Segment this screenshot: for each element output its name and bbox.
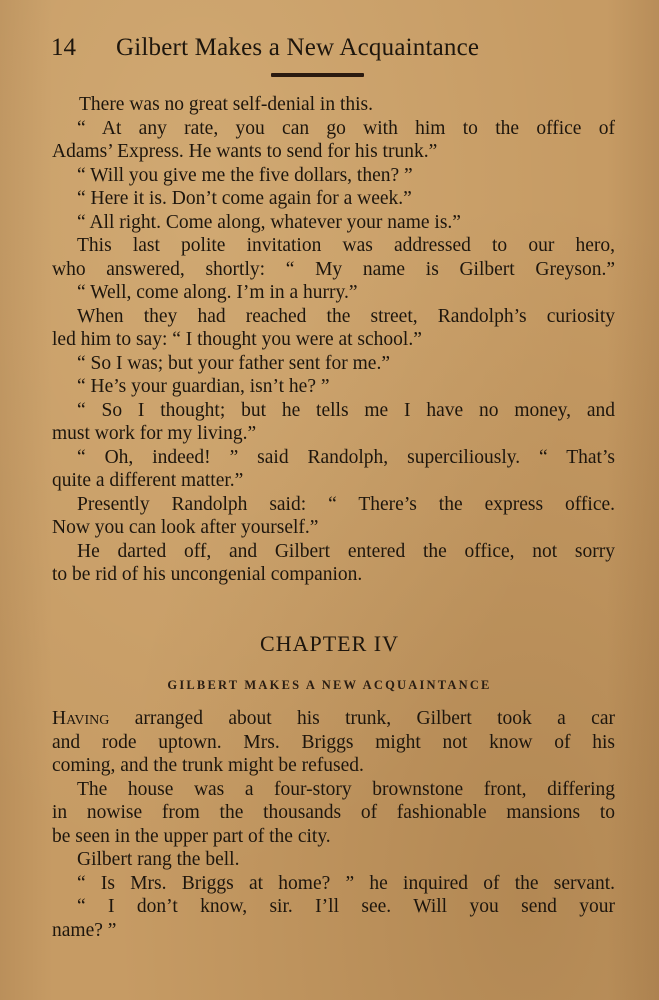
text-line: who answered, shortly: “ My name is Gilbert Greyson.”: [52, 258, 615, 280]
chapter-subtitle: GILBERT MAKES A NEW ACQUAINTANCE: [167, 678, 492, 692]
text-line: “ Well, come along. I’m in a hurry.”: [77, 282, 358, 303]
chapter-title: CHAPTER IV: [260, 631, 399, 656]
header-rule: [271, 73, 364, 77]
text-line: “ Oh, indeed! ” said Randolph, superciliously. “ That’s: [77, 446, 615, 468]
text-line: The house was a four-story brownstone front, differing: [77, 778, 615, 800]
text-line: to be rid of his uncongenial companion.: [52, 564, 363, 585]
text-line: and rode uptown. Mrs. Briggs might not know of his: [52, 731, 615, 753]
body-text-section-2: [52, 707, 615, 942]
text-line: There was no great self-denial in this.: [79, 94, 374, 115]
opening-word: Having: [52, 708, 110, 729]
text-line: Adams’ Express. He wants to send for his trunk.”: [52, 141, 438, 162]
text-line: be seen in the upper part of the city.: [52, 825, 331, 847]
text-line: “ He’s your guardian, isn’t he? ”: [77, 376, 330, 397]
page-number: 14: [51, 34, 76, 61]
text-line: Presently Randolph said: “ There’s the express office.: [77, 493, 615, 515]
text-line: must work for my living.”: [52, 423, 257, 444]
text-line: coming, and the trunk might be refused.: [52, 755, 364, 776]
text-line: in nowise from the thousands of fashionable mansions to: [52, 802, 615, 823]
text-line: Gilbert rang the bell.: [77, 849, 240, 870]
page-header: [51, 30, 561, 66]
text-line: “ I don’t know, sir. I’ll see. Will you send your: [77, 896, 615, 917]
text-line: This last polite invitation was addressed to our hero,: [77, 235, 615, 256]
body-text-section-1: [52, 93, 615, 587]
text-line: led him to say: “ I thought you were at school.”: [52, 329, 422, 350]
running-head: Gilbert Makes a New Acquaintance: [116, 34, 480, 61]
text-line: He darted off, and Gilbert entered the office, not sorry: [77, 540, 615, 562]
text-line-rest: arranged about his trunk, Gilbert took a car: [109, 708, 615, 729]
text-line: quite a different matter.”: [52, 470, 244, 491]
text-line: “ So I was; but your father sent for me.”: [77, 352, 390, 374]
text-line-first: [52, 707, 615, 731]
text-line: “ So I thought; but he tells me I have no money, and: [77, 399, 615, 421]
text-line: “ All right. Come along, whatever your name is.”: [77, 211, 461, 233]
text-line: Now you can look after yourself.”: [52, 517, 319, 538]
text-line: “ Here it is. Don’t come again for a week.”: [77, 188, 412, 209]
text-line: “ Will you give me the five dollars, then? ”: [77, 164, 413, 186]
text-line: name? ”: [52, 919, 117, 941]
text-line: “ At any rate, you can go with him to the office of: [77, 117, 615, 139]
text-line: “ Is Mrs. Briggs at home? ” he inquired of the servant.: [77, 872, 615, 894]
text-line: When they had reached the street, Randolph’s curiosity: [77, 305, 615, 327]
